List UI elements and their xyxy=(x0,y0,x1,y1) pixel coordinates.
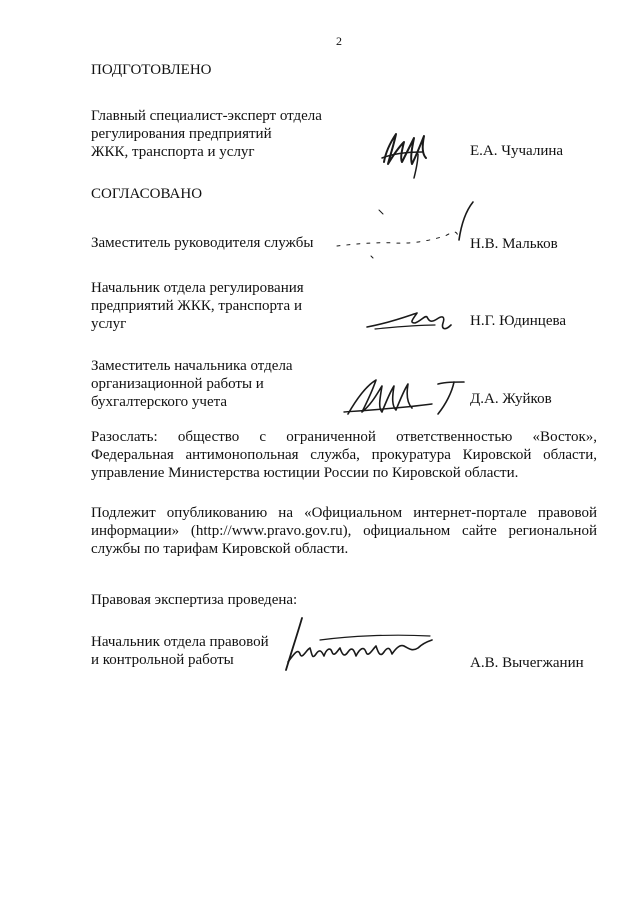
prepared-position xyxy=(91,107,322,161)
legal-review-statement: Правовая экспертиза проведена: xyxy=(91,592,298,608)
signature-zhuykov xyxy=(342,374,472,420)
legal-review-position-line: и контрольной работы xyxy=(91,652,234,668)
signer-1-name: Н.В. Мальков xyxy=(470,236,558,252)
signature-yudintseva xyxy=(365,305,460,335)
legal-review-position-line: Начальник отдела правовой xyxy=(91,634,269,650)
distribution-paragraph: Разослать: общество с ограниченной ответственностью «Восток», Федеральная антимонопольная служба, прокуратура Кировской области, управление Министерства юстиции России по Кировской области. xyxy=(91,429,597,481)
signer-position-line: Заместитель начальника отдела xyxy=(91,358,293,374)
prepared-position-line: ЖКК, транспорта и услуг xyxy=(91,144,255,160)
signer-2-name: Н.Г. Юдинцева xyxy=(470,313,567,329)
signer-position-line: предприятий ЖКК, транспорта и xyxy=(91,298,302,314)
signer-position-line: организационной работы и xyxy=(91,376,264,392)
signer-3-name: Д.А. Жуйков xyxy=(470,391,552,407)
signature-chuchalina xyxy=(378,124,438,180)
signer-position-line: услуг xyxy=(91,316,127,332)
signer-1-position xyxy=(91,234,313,252)
signer-position-line: Заместитель руководителя службы xyxy=(91,235,314,251)
signature-vychegzhanin xyxy=(280,614,438,676)
signer-2-position xyxy=(91,279,304,333)
page-number: 2 xyxy=(336,34,342,48)
legal-review-position xyxy=(91,633,269,669)
publication-paragraph: Подлежит опубликованию на «Официальном интернет-портале правовой информации» (http://www.pravo.gov.ru), официальном сайте региональной службы по тарифам Кировской области. xyxy=(91,505,597,557)
agreed-heading: СОГЛАСОВАНО xyxy=(91,186,203,202)
signer-3-position xyxy=(91,357,293,411)
signer-position-line: бухгалтерского учета xyxy=(91,394,228,410)
signature-malkov xyxy=(335,196,485,266)
prepared-position-line: регулирования предприятий xyxy=(91,126,272,142)
prepared-heading: ПОДГОТОВЛЕНО xyxy=(91,62,212,78)
legal-review-name: А.В. Вычегжанин xyxy=(470,655,584,671)
prepared-name: Е.А. Чучалина xyxy=(470,143,564,159)
prepared-position-line: Главный специалист-эксперт отдела xyxy=(91,108,322,124)
signer-position-line: Начальник отдела регулирования xyxy=(91,280,304,296)
